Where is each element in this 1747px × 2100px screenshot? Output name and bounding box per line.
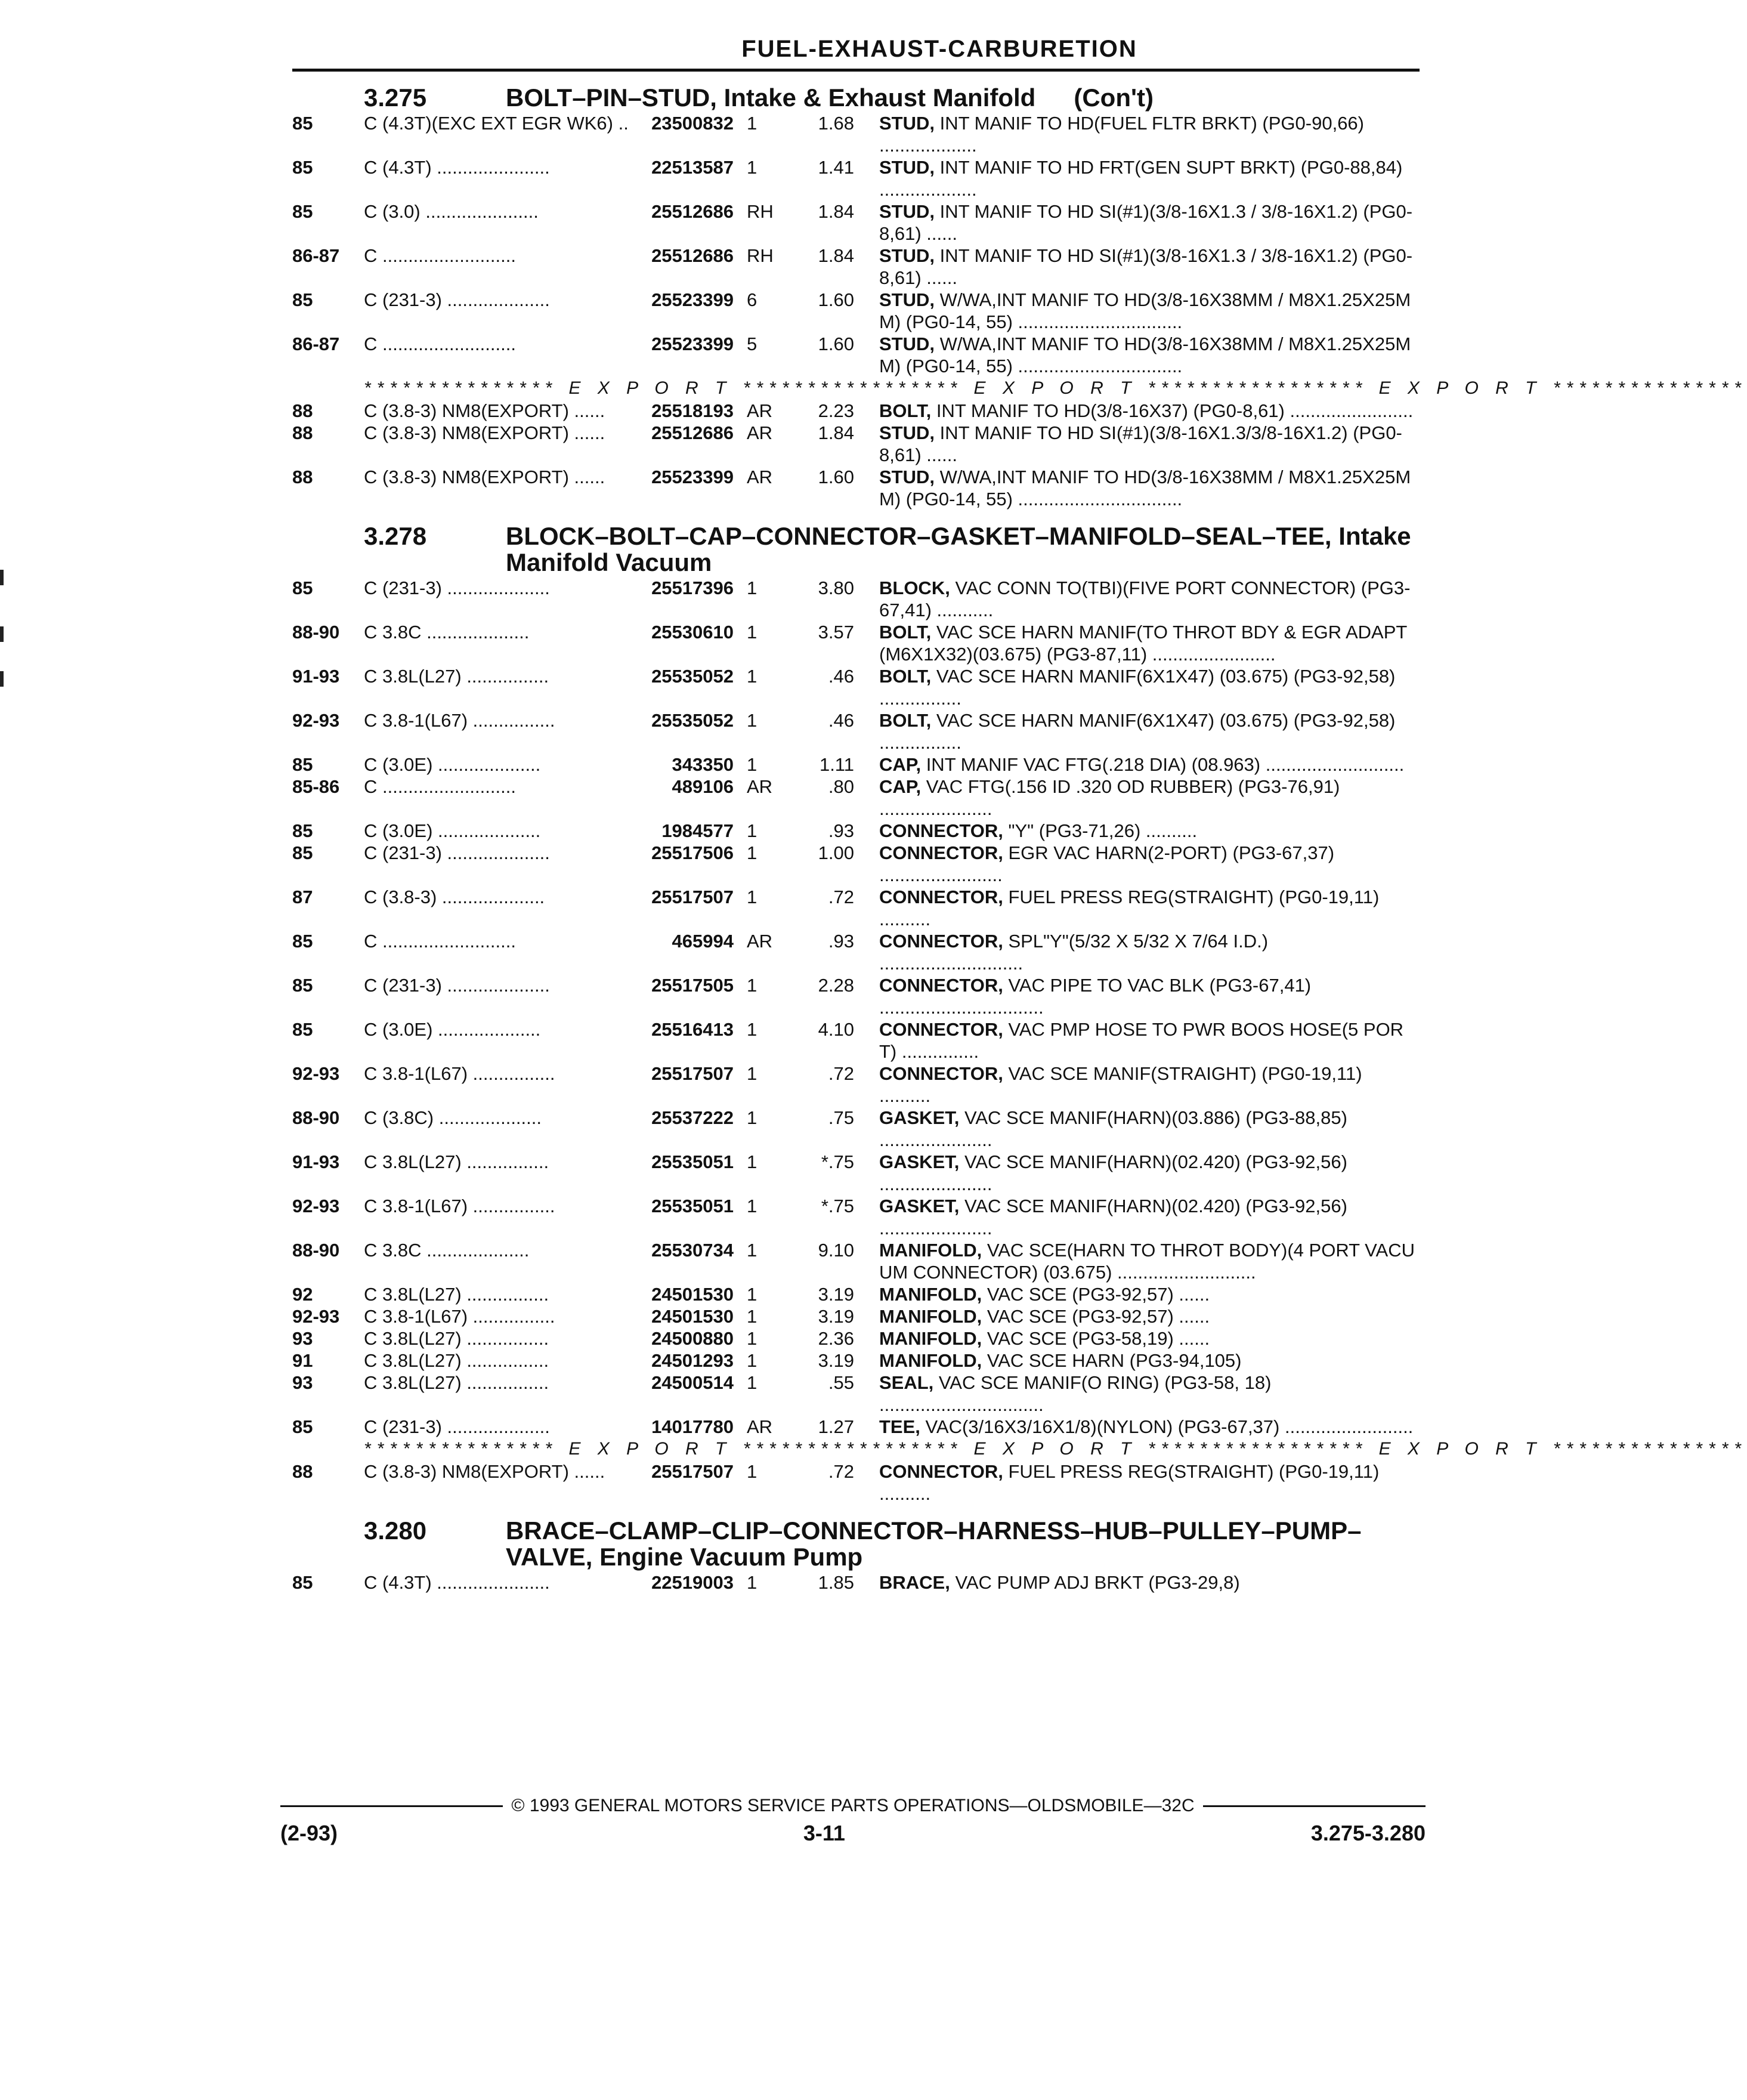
part-row [292, 665, 1420, 709]
price: .80 [828, 776, 854, 798]
part-row [292, 1372, 1420, 1416]
quantity: 1 [747, 622, 757, 643]
part-description: STUD, INT MANIF TO HD SI(#1)(3/8-16X1.3/3/8-16X1.2) (PG0-8,61) ...... [879, 422, 1402, 466]
part-name: STUD, [879, 157, 935, 178]
price: .93 [828, 931, 854, 952]
price: .75 [828, 1107, 854, 1129]
part-number: 25517507 [651, 887, 734, 908]
price: 3.19 [818, 1306, 854, 1327]
price: *.75 [821, 1151, 854, 1173]
price: 1.00 [818, 842, 854, 864]
model-year: 85 [292, 113, 313, 134]
part-name: STUD, [879, 422, 935, 444]
quantity: 1 [747, 1372, 757, 1394]
part-description: GASKET, VAC SCE MANIF(HARN)(03.886) (PG3-88,85) ...................... [879, 1107, 1347, 1151]
footer-rule-left [280, 1805, 503, 1807]
part-description: GASKET, VAC SCE MANIF(HARN)(02.420) (PG3-92,56) ...................... [879, 1196, 1347, 1239]
model-code: C (4.3T) ...................... [364, 157, 550, 178]
page-header: FUEL-EXHAUST-CARBURETION [741, 36, 1137, 62]
quantity: 5 [747, 333, 757, 355]
part-name: CONNECTOR, [879, 820, 1003, 842]
part-number: 25517396 [651, 578, 734, 599]
part-name: CONNECTOR, [879, 1063, 1003, 1085]
page-footer [280, 1796, 1426, 1846]
part-number: 25535051 [651, 1196, 734, 1217]
model-code: C 3.8L(L27) ................ [364, 1328, 549, 1349]
model-code: C 3.8-1(L67) ................ [364, 1063, 555, 1085]
part-row [292, 333, 1420, 377]
model-year: 87 [292, 887, 313, 908]
model-code: C (3.8-3) NM8(EXPORT) ...... [364, 400, 605, 422]
model-year: 88 [292, 400, 313, 422]
section-name: BLOCK–BOLT–CAP–CONNECTOR–GASKET–MANIFOLD–SEAL–TEE, Intake Manifold Vacuum [506, 522, 1411, 577]
quantity: 1 [747, 1196, 757, 1217]
quantity: RH [747, 201, 774, 223]
model-year: 85 [292, 754, 313, 776]
part-row [292, 621, 1420, 665]
quantity: 1 [747, 1461, 757, 1483]
quantity: AR [747, 931, 773, 952]
part-name: MANIFOLD, [879, 1240, 982, 1261]
quantity: 1 [747, 1328, 757, 1349]
model-year: 88 [292, 467, 313, 488]
part-number: 25517505 [651, 975, 734, 996]
price: 1.60 [818, 289, 854, 311]
part-row [292, 1195, 1420, 1239]
model-code: C .......................... [364, 776, 516, 798]
part-name: STUD, [879, 289, 935, 311]
quantity: 1 [747, 1572, 757, 1593]
part-name: MANIFOLD, [879, 1328, 982, 1349]
part-number: 22519003 [651, 1572, 734, 1593]
quantity: AR [747, 400, 773, 422]
part-name: MANIFOLD, [879, 1284, 982, 1305]
part-number: 24500514 [651, 1372, 734, 1394]
continued-label: (Con't) [1074, 84, 1154, 112]
footer-rule-right [1203, 1805, 1426, 1807]
model-year: 91-93 [292, 666, 340, 687]
part-row [292, 1460, 1420, 1505]
part-description: CONNECTOR, FUEL PRESS REG(STRAIGHT) (PG0-19,11) .......... [879, 887, 1380, 930]
part-number: 24501530 [651, 1306, 734, 1327]
price: 1.85 [818, 1572, 854, 1593]
section-number: 3.278 [364, 522, 427, 551]
part-name: BRACE, [879, 1572, 950, 1593]
quantity: AR [747, 1416, 773, 1438]
model-year: 88 [292, 422, 313, 444]
price: 1.84 [818, 201, 854, 223]
model-year: 85 [292, 820, 313, 842]
model-year: 92 [292, 1284, 313, 1305]
model-code: C 3.8-1(L67) ................ [364, 1196, 555, 1217]
quantity: 1 [747, 1306, 757, 1327]
part-row [292, 1151, 1420, 1195]
model-year: 85 [292, 1019, 313, 1040]
part-row [292, 1239, 1420, 1283]
part-number: 25535052 [651, 710, 734, 731]
part-description: STUD, INT MANIF TO HD SI(#1)(3/8-16X1.3 / 3/8-16X1.2) (PG0-8,61) ...... [879, 245, 1413, 289]
quantity: 1 [747, 113, 757, 134]
model-year: 85 [292, 157, 313, 178]
part-description: BOLT, VAC SCE HARN MANIF(6X1X47) (03.675) (PG3-92,58) ................ [879, 666, 1396, 709]
part-row [292, 156, 1420, 200]
margin-mark [0, 570, 4, 585]
quantity: 1 [747, 842, 757, 864]
part-name: GASKET, [879, 1151, 960, 1173]
model-code: C 3.8-1(L67) ................ [364, 710, 555, 731]
quantity: 1 [747, 754, 757, 776]
section-title [292, 85, 1420, 111]
part-description: CONNECTOR, FUEL PRESS REG(STRAIGHT) (PG0-19,11) .......... [879, 1461, 1380, 1505]
model-code: C (3.8-3) NM8(EXPORT) ...... [364, 1461, 605, 1483]
model-code: C .......................... [364, 931, 516, 952]
quantity: 1 [747, 975, 757, 996]
part-name: CONNECTOR, [879, 887, 1003, 908]
model-year: 88-90 [292, 622, 340, 643]
part-number: 25537222 [651, 1107, 734, 1129]
model-code: C (3.8-3) NM8(EXPORT) ...... [364, 467, 605, 488]
model-code: C 3.8C .................... [364, 622, 530, 643]
model-code: C (231-3) .................... [364, 289, 550, 311]
price: .72 [828, 1461, 854, 1483]
price: .46 [828, 710, 854, 731]
part-name: STUD, [879, 467, 935, 488]
price: 3.57 [818, 622, 854, 643]
part-name: CONNECTOR, [879, 975, 1003, 996]
part-description: TEE, VAC(3/16X3/16X1/8)(NYLON) (PG3-67,37) ......................... [879, 1416, 1414, 1438]
part-row [292, 112, 1420, 156]
part-description: CONNECTOR, SPL"Y"(5/32 X 5/32 X 7/64 I.D.) ............................ [879, 931, 1269, 974]
export-divider: *************** E X P O R T ***************** E X P O R T ***************** E X P O R T *************** [364, 1439, 1747, 1459]
part-row [292, 820, 1420, 842]
part-number: 22513587 [651, 157, 734, 178]
model-code: C .......................... [364, 333, 516, 355]
part-name: CONNECTOR, [879, 1461, 1003, 1483]
price: .72 [828, 1063, 854, 1085]
part-row [292, 577, 1420, 621]
part-name: CAP, [879, 754, 922, 776]
part-name: MANIFOLD, [879, 1350, 982, 1372]
model-year: 85 [292, 1416, 313, 1438]
model-code: C 3.8L(L27) ................ [364, 1350, 549, 1372]
part-number: 25530610 [651, 622, 734, 643]
model-year: 85 [292, 975, 313, 996]
section-number: 3.275 [364, 84, 427, 112]
part-number: 14017780 [651, 1416, 734, 1438]
part-description: CONNECTOR, VAC PMP HOSE TO PWR BOOS HOSE(5 PORT) ............... [879, 1019, 1404, 1063]
price: 1.68 [818, 113, 854, 134]
margin-mark [0, 626, 4, 642]
model-code: C 3.8-1(L67) ................ [364, 1306, 555, 1327]
part-row [292, 842, 1420, 886]
part-number: 25523399 [651, 467, 734, 488]
part-description: BOLT, VAC SCE HARN MANIF(6X1X47) (03.675) (PG3-92,58) ................ [879, 710, 1396, 753]
part-name: STUD, [879, 333, 935, 355]
part-description: STUD, INT MANIF TO HD FRT(GEN SUPT BRKT) (PG0-88,84) ................... [879, 157, 1403, 200]
model-year: 93 [292, 1372, 313, 1394]
part-name: CONNECTOR, [879, 1019, 1003, 1040]
model-code: C (4.3T) ...................... [364, 1572, 550, 1593]
part-name: BLOCK, [879, 578, 950, 599]
part-number: 489106 [672, 776, 734, 798]
section-name: BOLT–PIN–STUD, Intake & Exhaust Manifold (Con't) [506, 84, 1154, 112]
quantity: AR [747, 422, 773, 444]
part-row [292, 930, 1420, 974]
part-name: GASKET, [879, 1196, 960, 1217]
part-name: CONNECTOR, [879, 842, 1003, 864]
quantity: 1 [747, 1350, 757, 1372]
price: 1.60 [818, 467, 854, 488]
part-name: CAP, [879, 776, 922, 798]
header-rule [292, 69, 1420, 72]
model-code: C (3.8-3) NM8(EXPORT) ...... [364, 422, 605, 444]
model-year: 85 [292, 1572, 313, 1593]
model-year: 86-87 [292, 245, 340, 267]
section-title [292, 523, 1420, 576]
quantity: 1 [747, 1063, 757, 1085]
model-code: C (231-3) .................... [364, 578, 550, 599]
quantity: 1 [747, 157, 757, 178]
quantity: 1 [747, 1107, 757, 1129]
quantity: 1 [747, 1019, 757, 1040]
part-number: 25523399 [651, 333, 734, 355]
model-year: 85 [292, 201, 313, 223]
part-row [292, 200, 1420, 245]
part-row [292, 1349, 1420, 1372]
part-number: 1984577 [661, 820, 734, 842]
price: 1.84 [818, 422, 854, 444]
part-description: GASKET, VAC SCE MANIF(HARN)(02.420) (PG3-92,56) ...................... [879, 1151, 1347, 1195]
model-code: C (3.8-3) .................... [364, 887, 545, 908]
section-number: 3.280 [364, 1517, 427, 1545]
part-row [292, 1107, 1420, 1151]
model-year: 86-87 [292, 333, 340, 355]
model-year: 85 [292, 931, 313, 952]
model-code: C (3.0E) .................... [364, 1019, 541, 1040]
model-year: 88-90 [292, 1240, 340, 1261]
model-code: C (3.0E) .................... [364, 820, 541, 842]
part-description: CONNECTOR, VAC SCE MANIF(STRAIGHT) (PG0-19,11) .......... [879, 1063, 1362, 1107]
model-year: 85 [292, 578, 313, 599]
part-number: 25512686 [651, 422, 734, 444]
part-row [292, 1305, 1420, 1327]
model-year: 88-90 [292, 1107, 340, 1129]
part-number: 25530734 [651, 1240, 734, 1261]
part-number: 24500880 [651, 1328, 734, 1349]
model-code: C (231-3) .................... [364, 842, 550, 864]
model-code: C 3.8L(L27) ................ [364, 1284, 549, 1305]
quantity: AR [747, 776, 773, 798]
part-description: STUD, INT MANIF TO HD(FUEL FLTR BRKT) (PG0-90,66) ................... [879, 113, 1364, 156]
part-row [292, 1018, 1420, 1063]
part-number: 25517507 [651, 1063, 734, 1085]
footer-section-range: 3.275-3.280 [1310, 1821, 1426, 1845]
model-year: 88 [292, 1461, 313, 1483]
price: 1.41 [818, 157, 854, 178]
part-description: MANIFOLD, VAC SCE(HARN TO THROT BODY)(4 PORT VACUUM CONNECTOR) (03.675) ........................... [879, 1240, 1415, 1283]
price: 3.19 [818, 1350, 854, 1372]
part-description: CAP, INT MANIF VAC FTG(.218 DIA) (08.963) ........................... [879, 754, 1405, 776]
sections-container [292, 84, 1747, 1593]
part-row [292, 974, 1420, 1018]
model-year: 85 [292, 842, 313, 864]
model-code: C .......................... [364, 245, 516, 267]
part-name: BOLT, [879, 622, 932, 643]
part-name: STUD, [879, 245, 935, 267]
quantity: 1 [747, 1284, 757, 1305]
part-description: BLOCK, VAC CONN TO(TBI)(FIVE PORT CONNECTOR) (PG3-67,41) ........... [879, 578, 1411, 621]
part-row [292, 1283, 1420, 1305]
part-name: TEE, [879, 1416, 920, 1438]
quantity: AR [747, 467, 773, 488]
part-number: 465994 [672, 931, 734, 952]
price: 2.36 [818, 1328, 854, 1349]
part-name: CONNECTOR, [879, 931, 1003, 952]
model-year: 91 [292, 1350, 313, 1372]
quantity: 1 [747, 820, 757, 842]
part-number: 25512686 [651, 245, 734, 267]
part-row [292, 886, 1420, 930]
price: .93 [828, 820, 854, 842]
model-code: C (231-3) .................... [364, 975, 550, 996]
quantity: 1 [747, 887, 757, 908]
part-name: STUD, [879, 201, 935, 223]
part-description: CAP, VAC FTG(.156 ID .320 OD RUBBER) (PG3-76,91) ...................... [879, 776, 1340, 820]
part-description: STUD, W/WA,INT MANIF TO HD(3/8-16X38MM / M8X1.25X25MM) (PG0-14, 55) ................................ [879, 333, 1411, 377]
part-number: 25517506 [651, 842, 734, 864]
part-number: 343350 [672, 754, 734, 776]
part-number: 25535051 [651, 1151, 734, 1173]
part-description: BRACE, VAC PUMP ADJ BRKT (PG3-29,8) [879, 1572, 1240, 1593]
part-description: CONNECTOR, EGR VAC HARN(2-PORT) (PG3-67,37) ........................ [879, 842, 1335, 886]
price: 1.84 [818, 245, 854, 267]
section-title [292, 1518, 1420, 1570]
model-code: C (3.0) ...................... [364, 201, 539, 223]
model-year: 92-93 [292, 710, 340, 731]
part-number: 24501530 [651, 1284, 734, 1305]
price: 2.28 [818, 975, 854, 996]
price: 1.27 [818, 1416, 854, 1438]
footer-page-number: 3-11 [803, 1821, 845, 1845]
part-number: 25518193 [651, 400, 734, 422]
part-name: STUD, [879, 113, 935, 134]
footer-date: (2-93) [280, 1821, 338, 1845]
model-year: 91-93 [292, 1151, 340, 1173]
price: .55 [828, 1372, 854, 1394]
price: .46 [828, 666, 854, 687]
part-row [292, 709, 1420, 753]
part-description: STUD, W/WA,INT MANIF TO HD(3/8-16X38MM / M8X1.25X25MM) (PG0-14, 55) ................................ [879, 289, 1411, 333]
part-number: 25523399 [651, 289, 734, 311]
part-name: BOLT, [879, 400, 932, 422]
quantity: 1 [747, 1151, 757, 1173]
part-description: SEAL, VAC SCE MANIF(O RING) (PG3-58, 18) ................................ [879, 1372, 1272, 1416]
price: 9.10 [818, 1240, 854, 1261]
part-description: STUD, W/WA,INT MANIF TO HD(3/8-16X38MM / M8X1.25X25MM) (PG0-14, 55) ................................ [879, 467, 1411, 510]
part-description: CONNECTOR, VAC PIPE TO VAC BLK (PG3-67,41) ................................ [879, 975, 1312, 1018]
part-description: MANIFOLD, VAC SCE HARN (PG3-94,105) [879, 1350, 1242, 1372]
part-number: 23500832 [651, 113, 734, 134]
model-year: 85-86 [292, 776, 340, 798]
model-code: C (3.0E) .................... [364, 754, 541, 776]
part-row [292, 1571, 1420, 1593]
price: 3.80 [818, 578, 854, 599]
price: 1.60 [818, 333, 854, 355]
model-year: 92-93 [292, 1306, 340, 1327]
part-number: 24501293 [651, 1350, 734, 1372]
part-row [292, 400, 1420, 422]
quantity: 6 [747, 289, 757, 311]
model-code: C (4.3T)(EXC EXT EGR WK6) .. [364, 113, 629, 134]
part-row [292, 466, 1420, 510]
model-code: C (231-3) .................... [364, 1416, 550, 1438]
price: 3.19 [818, 1284, 854, 1305]
model-code: C 3.8L(L27) ................ [364, 1372, 549, 1394]
part-row [292, 1327, 1420, 1349]
model-year: 92-93 [292, 1063, 340, 1085]
copyright-notice: © 1993 GENERAL MOTORS SERVICE PARTS OPERATIONS—OLDSMOBILE—32C [511, 1796, 1195, 1815]
model-year: 93 [292, 1328, 313, 1349]
price: .72 [828, 887, 854, 908]
part-row [292, 289, 1420, 333]
part-name: BOLT, [879, 710, 932, 731]
part-description: CONNECTOR, "Y" (PG3-71,26) .......... [879, 820, 1198, 842]
part-name: GASKET, [879, 1107, 960, 1129]
price: 1.11 [819, 754, 854, 776]
part-row [292, 776, 1420, 820]
quantity: 1 [747, 578, 757, 599]
part-name: SEAL, [879, 1372, 934, 1394]
part-description: MANIFOLD, VAC SCE (PG3-92,57) ...... [879, 1284, 1210, 1305]
part-description: MANIFOLD, VAC SCE (PG3-58,19) ...... [879, 1328, 1210, 1349]
part-name: BOLT, [879, 666, 932, 687]
model-code: C 3.8L(L27) ................ [364, 1151, 549, 1173]
price: 2.23 [818, 400, 854, 422]
part-number: 25517507 [651, 1461, 734, 1483]
quantity: 1 [747, 666, 757, 687]
part-name: MANIFOLD, [879, 1306, 982, 1327]
export-divider: *************** E X P O R T ***************** E X P O R T ***************** E X P O R T *************** [364, 378, 1747, 399]
price: 4.10 [818, 1019, 854, 1040]
part-description: BOLT, VAC SCE HARN MANIF(TO THROT BDY & EGR ADAPT(M6X1X32)(03.675) (PG3-87,11) ........................ [879, 622, 1408, 665]
part-description: MANIFOLD, VAC SCE (PG3-92,57) ...... [879, 1306, 1210, 1327]
part-row [292, 245, 1420, 289]
model-code: C 3.8L(L27) ................ [364, 666, 549, 687]
model-year: 92-93 [292, 1196, 340, 1217]
part-row [292, 422, 1420, 466]
part-description: STUD, INT MANIF TO HD SI(#1)(3/8-16X1.3 / 3/8-16X1.2) (PG0-8,61) ...... [879, 201, 1413, 245]
part-row [292, 753, 1420, 776]
model-year: 85 [292, 289, 313, 311]
model-code: C 3.8C .................... [364, 1240, 530, 1261]
margin-mark [0, 671, 4, 687]
model-code: C (3.8C) .................... [364, 1107, 542, 1129]
part-number: 25512686 [651, 201, 734, 223]
part-number: 25516413 [651, 1019, 734, 1040]
catalog-page [292, 36, 1747, 1593]
part-row [292, 1416, 1420, 1438]
quantity: 1 [747, 710, 757, 731]
quantity: 1 [747, 1240, 757, 1261]
part-row [292, 1063, 1420, 1107]
price: *.75 [821, 1196, 854, 1217]
section-name: BRACE–CLAMP–CLIP–CONNECTOR–HARNESS–HUB–PULLEY–PUMP–VALVE, Engine Vacuum Pump [506, 1517, 1362, 1571]
part-number: 25535052 [651, 666, 734, 687]
quantity: RH [747, 245, 774, 267]
part-description: BOLT, INT MANIF TO HD(3/8-16X37) (PG0-8,61) ........................ [879, 400, 1414, 422]
